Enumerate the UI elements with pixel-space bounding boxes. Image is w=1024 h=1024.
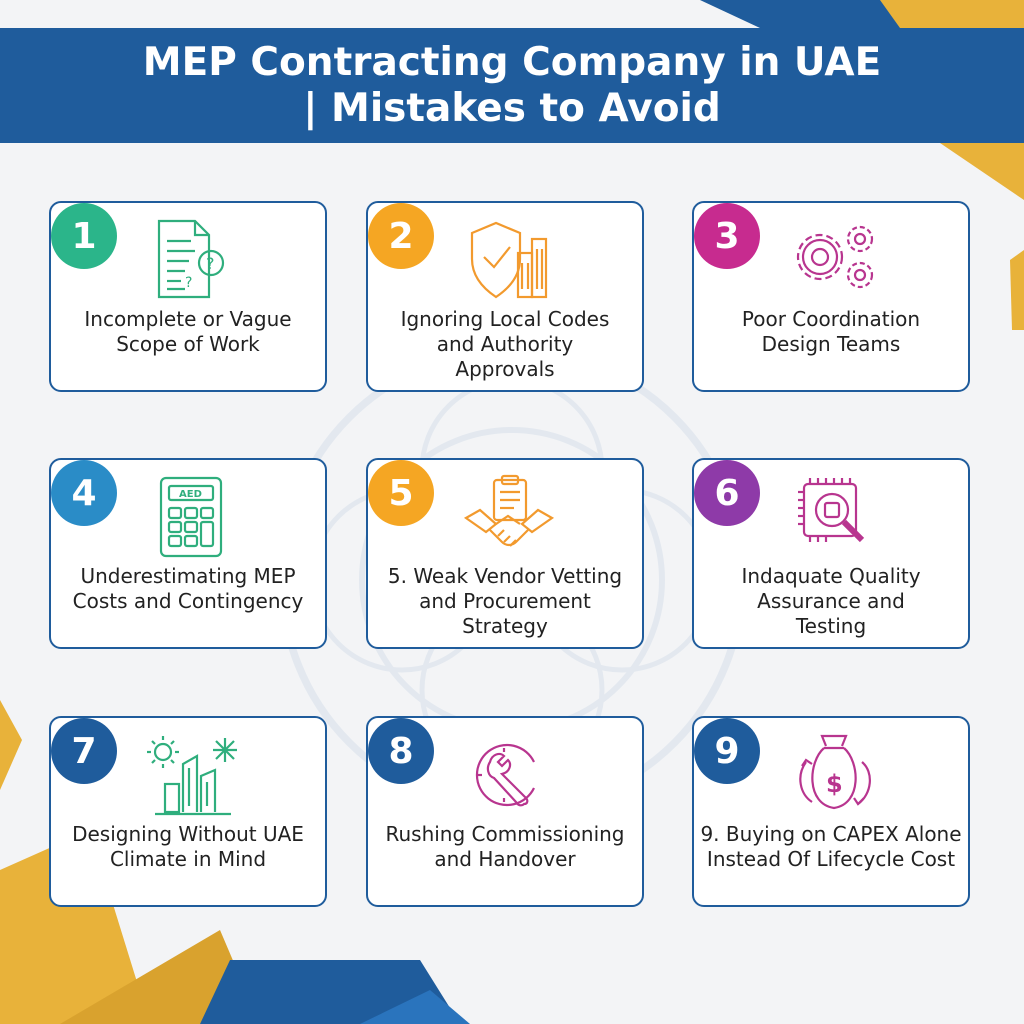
mistake-card-3	[692, 201, 970, 392]
page-title-line-1: MEP Contracting Company in UAE	[142, 39, 882, 85]
wrench-clock-icon	[462, 732, 556, 818]
shield-check-building-icon	[462, 217, 556, 303]
mistake-label: Rushing Commissioning and Handover	[385, 822, 625, 871]
number-badge: 4	[51, 460, 117, 526]
page-title-line-2: | Mistakes to Avoid	[303, 85, 721, 131]
number-badge: 6	[694, 460, 760, 526]
calculator-icon	[145, 474, 239, 560]
mistake-label: Designing Without UAE Climate in Mind	[72, 822, 304, 871]
mistake-card-2	[366, 201, 644, 392]
svg-text:?: ?	[206, 254, 215, 273]
number-badge: 9	[694, 718, 760, 784]
title-banner	[0, 28, 1024, 143]
number-badge: 3	[694, 203, 760, 269]
mistake-card-4	[49, 458, 327, 649]
number-badge: 7	[51, 718, 117, 784]
mistake-card-7	[49, 716, 327, 907]
mistake-card-9	[692, 716, 970, 907]
mistake-label: 9. Buying on CAPEX Alone Instead Of Lifecycle Cost	[700, 822, 962, 871]
mistake-label: Ignoring Local Codes and Authority Approvals	[400, 307, 610, 381]
mistake-label: Incomplete or Vague Scope of Work	[84, 307, 292, 356]
svg-text:?: ?	[185, 275, 193, 291]
svg-text:$: $	[826, 770, 843, 798]
mistake-card-5	[366, 458, 644, 649]
handshake-clipboard-icon	[462, 474, 556, 560]
document-question-icon	[145, 217, 239, 303]
mistake-label: Poor Coordination Design Teams	[741, 307, 921, 356]
number-badge: 1	[51, 203, 117, 269]
mistake-card-6	[692, 458, 970, 649]
sun-snowflake-building-icon	[145, 732, 239, 818]
money-bag-cycle-icon	[788, 732, 882, 818]
number-badge: 2	[368, 203, 434, 269]
mistake-label: Underestimating MEP Costs and Contingency	[72, 564, 304, 613]
number-badge: 8	[368, 718, 434, 784]
mistake-label: 5. Weak Vendor Vetting and Procurement Strategy	[387, 564, 623, 638]
mistake-card-8	[366, 716, 644, 907]
chip-magnifier-icon	[788, 474, 882, 560]
number-badge: 5	[368, 460, 434, 526]
calculator-display-text: AED	[179, 489, 202, 500]
gears-icon	[788, 217, 882, 303]
mistake-card-1	[49, 201, 327, 392]
mistake-label: Indaquate Quality Assurance and Testing	[741, 564, 921, 638]
